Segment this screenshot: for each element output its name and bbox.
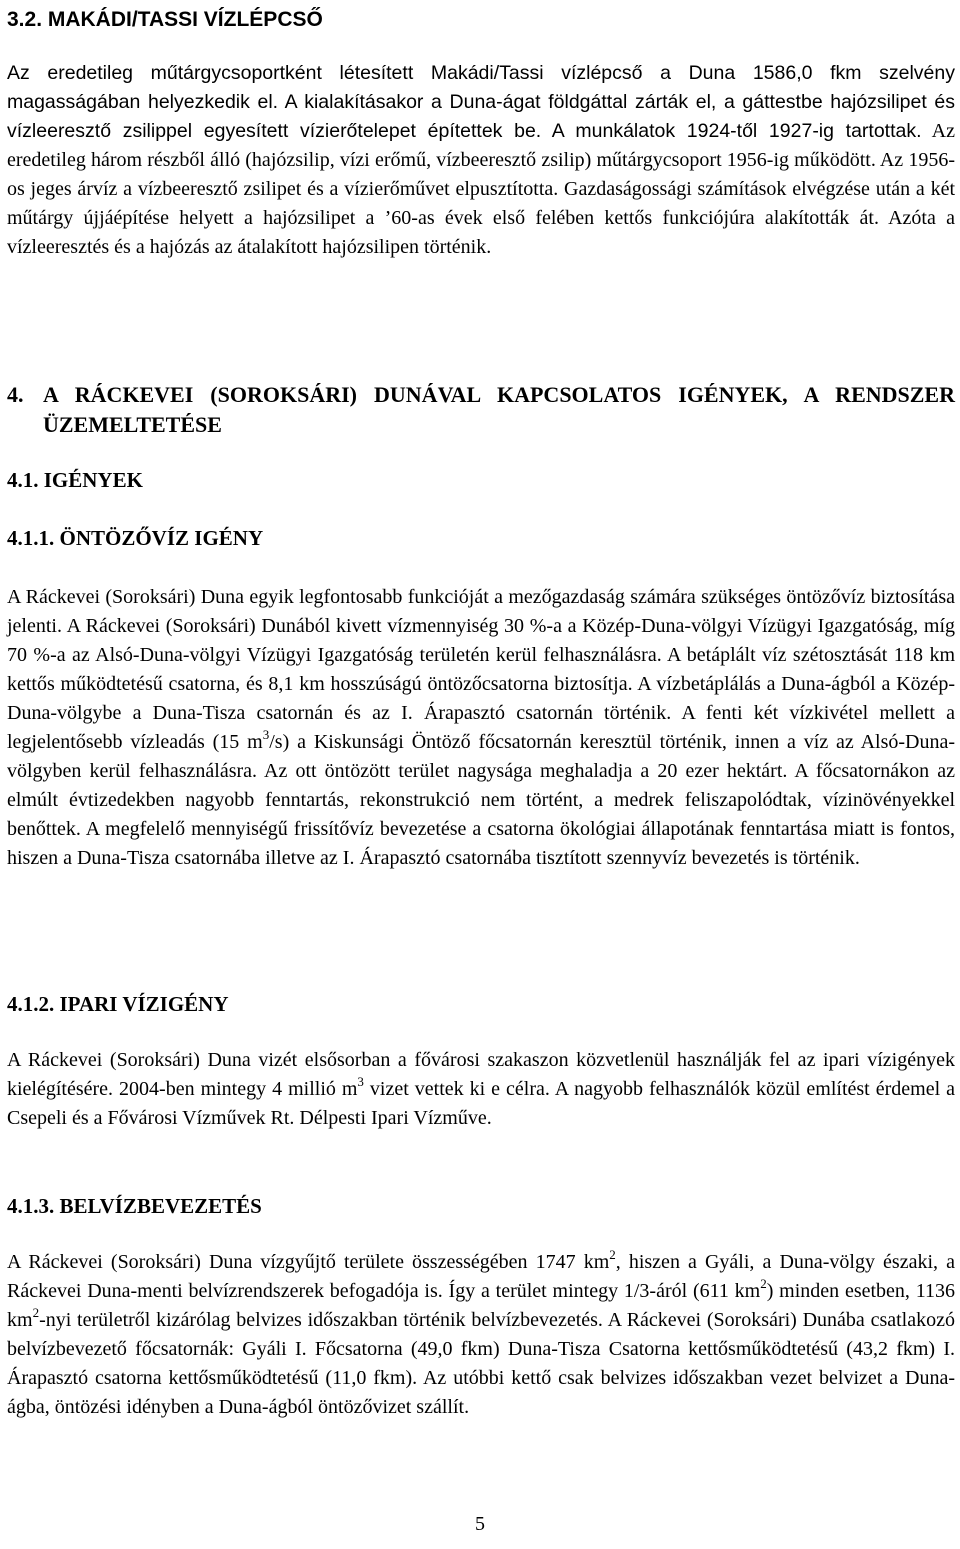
paragraph-ipari-part2: vizet vettek ki e célra. A nagyobb felhasználók közül említést érdemel a Csepeli és a Fővárosi Vízművek Rt. Délpesti Ipari Vízműve.	[7, 1078, 955, 1129]
superscript-exponent: 3	[262, 727, 270, 742]
heading-4-number: 4.	[7, 382, 24, 407]
paragraph-makadi-part2: Az eredetileg három részből álló (hajózsilip, vízi erőmű, vízbeeresztő zsilip) műtárgycsoport 1956-ig működött. Az 1956-os jeges árvíz a vízbeeresztő zsilipet és a vízierőművet elpusztította. Gazdaságossági számítások elvégzése után a két műtárgy újjáépítése helyett a hajózsilipet a ’60-as évek első felében kettős funkciójúra alakították át. Azóta a vízleeresztés és a hajózás az átalakított hajózsilipen történik.	[7, 120, 956, 258]
paragraph-belviz-part2: , hiszen a Gyáli, a Duna-völgy északi, a Ráckevei Duna-menti belvízrendszerek befogadója is. Így a terület mintegy 1/3-áról (611 km	[7, 1251, 955, 1302]
paragraph-ontozoviz-part2: /s) a Kiskunsági Öntöző főcsatornán keresztül történik, innen a víz az Alsó-Duna-völgyben kerül felhasználásra. Az ott öntözött terület nagysága meghaladja a 20 ezer hektárt. A főcsatornákon az elmúlt évtizedekben nagyobb fenntartás, rekonstrukció nem történt, a medrek feliszapolódtak, vízinövényekkel benőttek. A megfelelő mennyiségű frissítővíz bevezetése a csatorna ökológiai állapotának fenntartása miatt is fontos, hiszen a Duna-Tisza csatornába illetve az I. Árapasztó csatornába tisztított szennyvíz bevezetés is történik.	[7, 731, 955, 869]
paragraph-belviz-part1: A Ráckevei (Soroksári) Duna vízgyűjtő területe összességében 1747 km	[7, 1251, 610, 1273]
superscript-exponent: 3	[357, 1074, 364, 1089]
paragraph-belviz-part3: ) minden esetben, 1136 km	[7, 1280, 955, 1331]
paragraph-makadi	[7, 59, 955, 262]
heading-4	[7, 380, 955, 440]
heading-3-2: 3.2. MAKÁDI/TASSI VÍZLÉPCSŐ	[7, 8, 323, 31]
paragraph-ipari-vizigeny	[7, 1046, 955, 1133]
heading-4-1-1: 4.1.1. ÖNTÖZŐVÍZ IGÉNY	[7, 526, 264, 550]
heading-4-1-2: 4.1.2. IPARI VÍZIGÉNY	[7, 992, 229, 1016]
heading-4-1-3: 4.1.3. BELVÍZBEVEZETÉS	[7, 1194, 262, 1218]
paragraph-ipari-part1: A Ráckevei (Soroksári) Duna vizét elsősorban a fővárosi szakaszon közvetlenül használják fel az ipari vízigények kielégítésére. 2004-ben mintegy 4 millió m	[7, 1049, 955, 1100]
paragraph-ontozoviz	[7, 583, 955, 873]
superscript-exponent: 2	[32, 1305, 40, 1320]
superscript-exponent: 2	[760, 1276, 767, 1291]
paragraph-belviz-part4: -nyi területről kizárólag belvizes időszakban történik belvízbevezetés. A Ráckevei (Soroksári) Dunába csatlakozó belvízbevezető főcsatornák: Gyáli I. Főcsatorna (49,0 fkm) Duna-Tisza Csatorna kettősműködtetésű (43,2 fkm) I. Árapasztó csatorna kettősműködtetésű (11,0 fkm). Az utóbbi kettő csak belvizes időszakban vezet belvizet a Duna-ágba, öntözési idényben a Duna-ágból öntözővizet szállít.	[7, 1309, 955, 1418]
paragraph-belvizbevezetes	[7, 1248, 955, 1422]
paragraph-makadi-part1: Az eredetileg műtárgycsoportként létesített Makádi/Tassi vízlépcső a Duna 1586,0 fkm szelvény magasságában helyezkedik el. A kialakításakor a Duna-ágat földgáttal zárták el, a gáttestbe hajózsilipet és vízleeresztő zsilippel egyesített vízierőtelepet építettek be. A munkálatok 1924-től 1927-ig tartottak.	[7, 62, 955, 142]
heading-4-1: 4.1. IGÉNYEK	[7, 468, 143, 492]
superscript-exponent: 2	[609, 1247, 616, 1262]
paragraph-ontozoviz-part1: A Ráckevei (Soroksári) Duna egyik legfontosabb funkcióját a mezőgazdaság számára szükséges öntözővíz biztosítása jelenti. A Ráckevei (Soroksári) Dunából kivett vízmennyiség 30 %-a a Közép-Duna-völgyi Vízügyi Igazgatóság, míg 70 %-a az Alsó-Duna-völgyi Vízügyi Igazgatóság területén kerül felhasználásra. A betáplált víz szétosztását 118 km kettős működtetésű csatorna, és 8,1 km hosszúságú öntözőcsatorna biztosítja. A vízbetáplálás a Duna-ágból a Közép-Duna-völgybe a Duna-Tisza csatornán és az I. Árapasztó csatornán történik. A fenti két vízkivétel mellett a legjelentősebb vízleadás (15 m	[7, 586, 955, 753]
heading-4-text: A RÁCKEVEI (SOROKSÁRI) DUNÁVAL KAPCSOLATOS IGÉNYEK, A RENDSZER ÜZEMELTETÉSE	[43, 382, 955, 437]
page-number: 5	[475, 1513, 485, 1535]
